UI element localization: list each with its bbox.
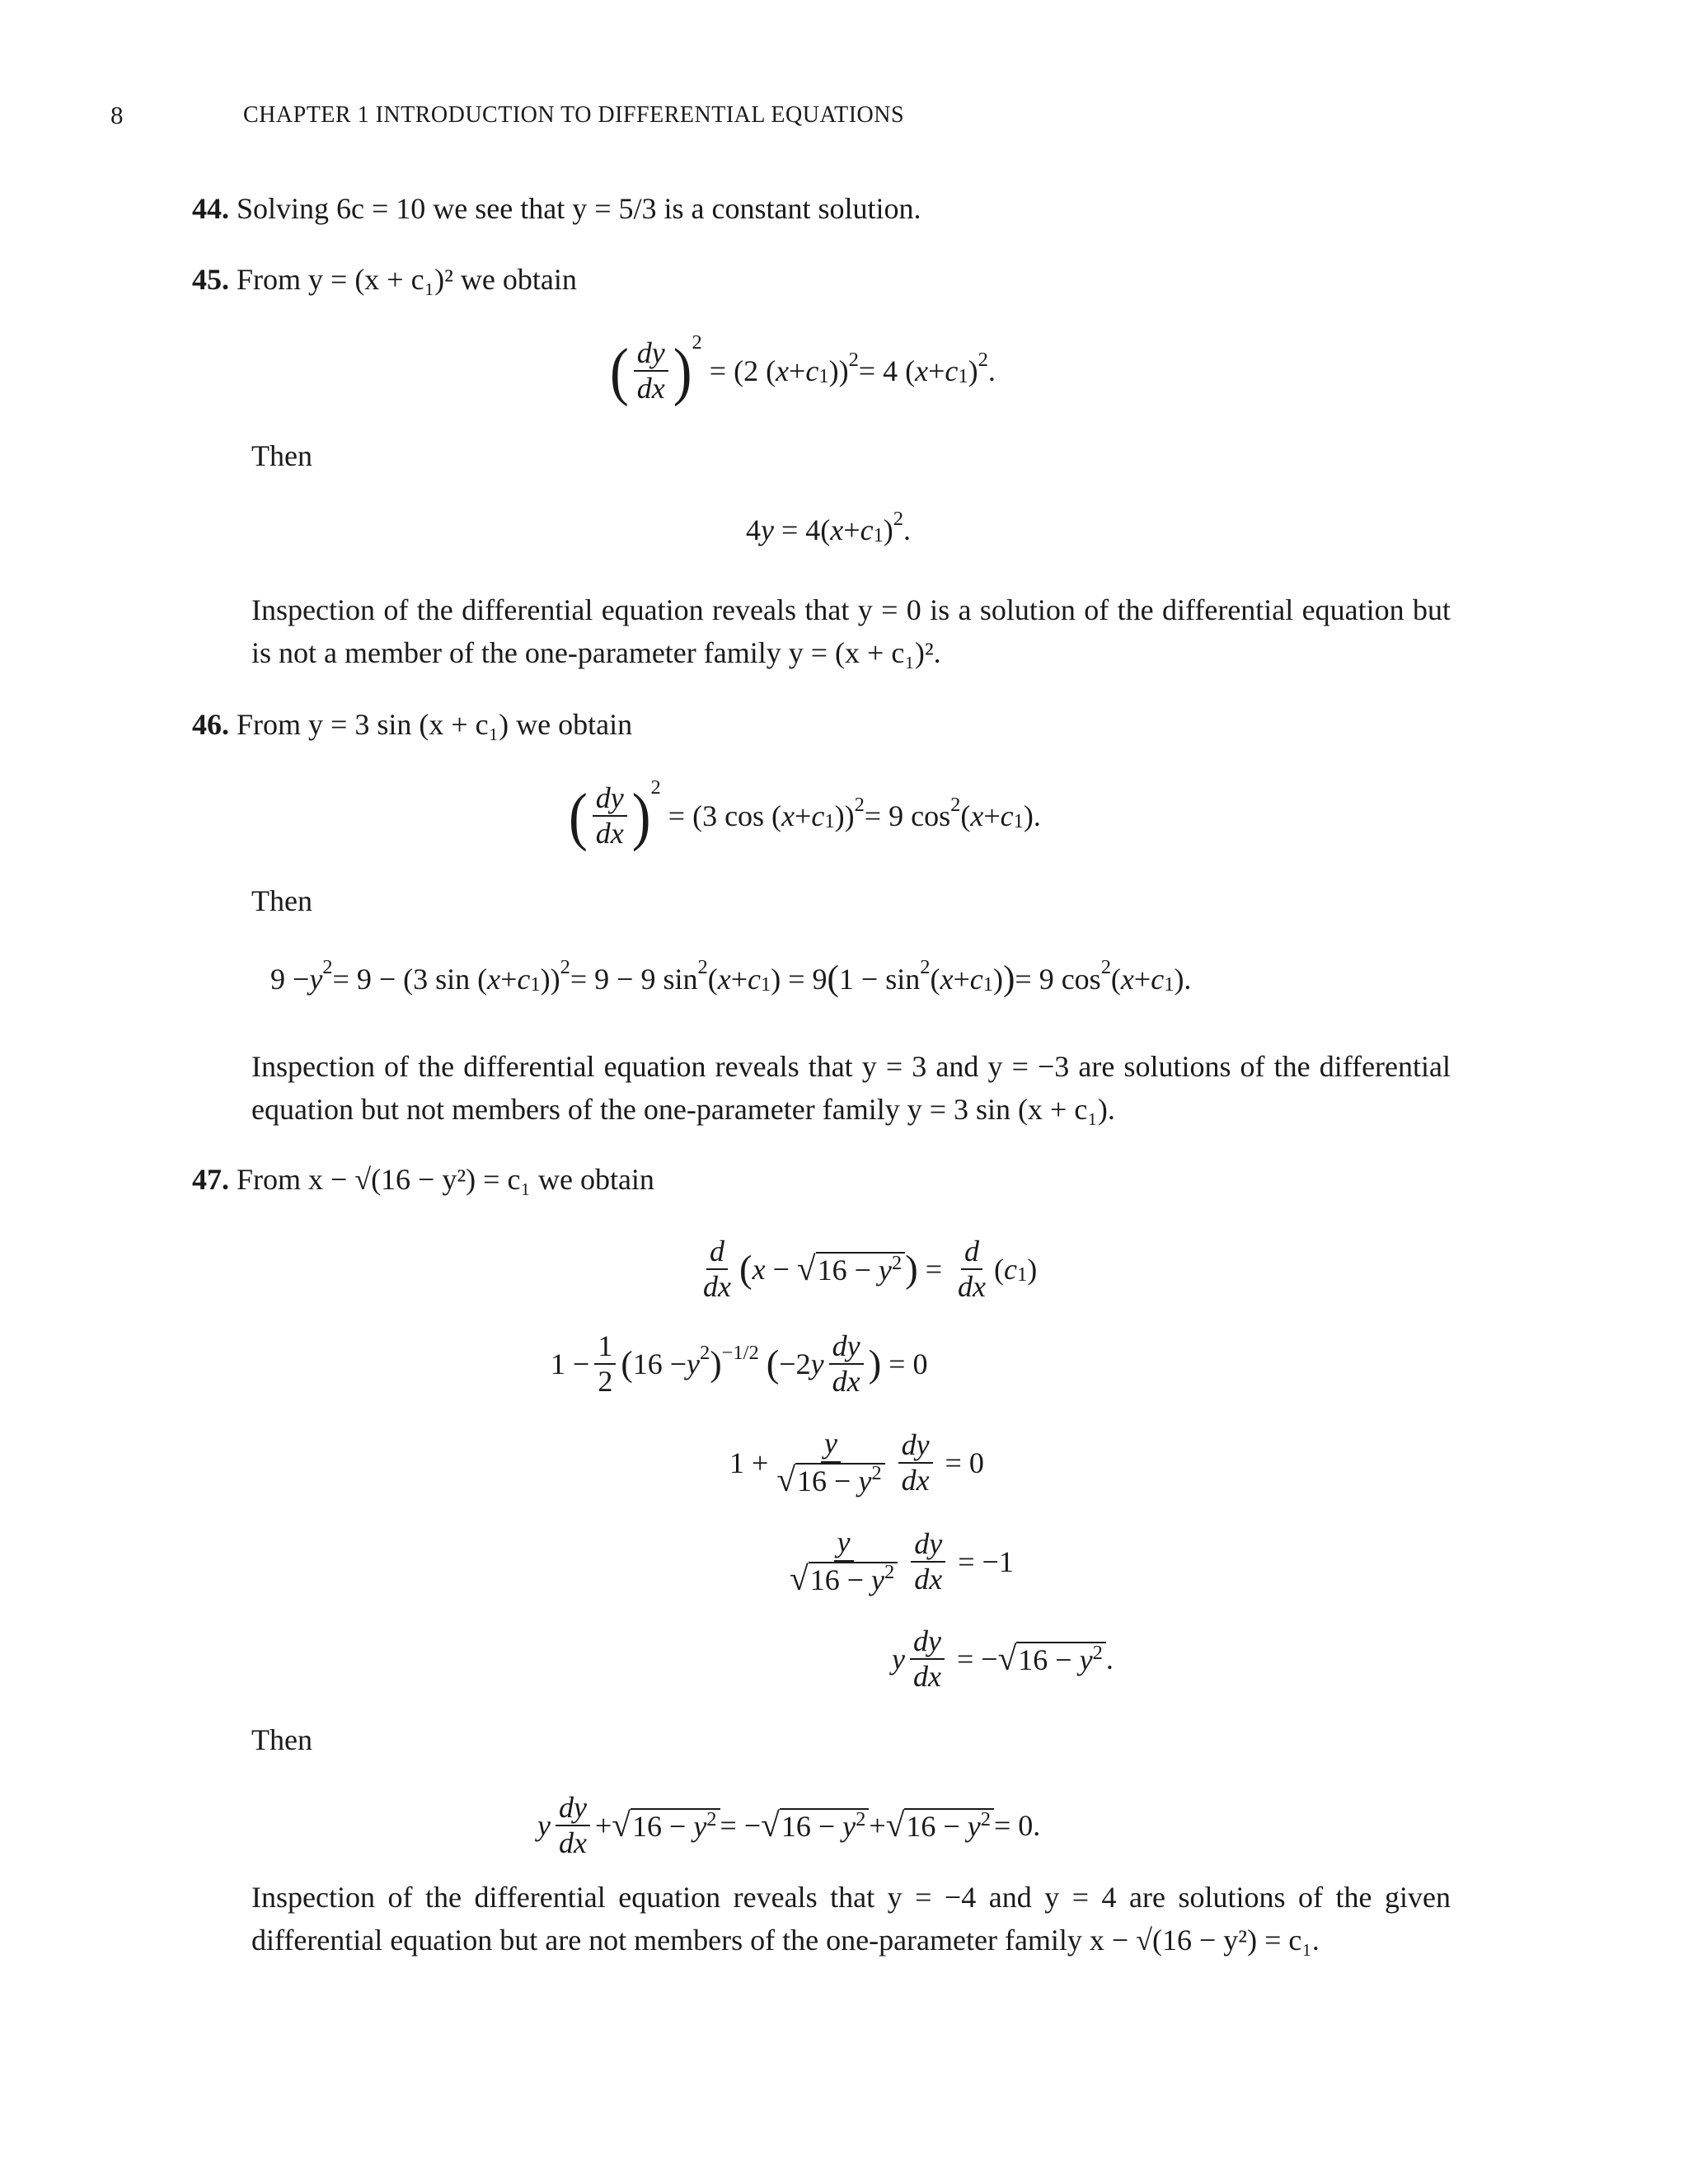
page-number: 8	[110, 101, 124, 129]
equation-45-2: 4 y = 4( x + c $_1$ ) $^2$ .	[746, 507, 912, 547]
problem-46-intro	[192, 707, 632, 742]
problem-number: 46.	[192, 708, 229, 741]
equation-45-1: ( $\frac{dy}{dx}$ ) $^2$ = (2 ( x + c $_1$ )) $^2$ = 4 ( x + c $_1$ ) $^2$ .	[610, 330, 996, 407]
equation-46-2: 9 − y $^2$ = 9 − (3 sin ( x + c $_1$ )) $^2$ = 9 − 9 sin $^2$ ( x + c $_1$ ) = 9 ( 1 − sin $^2$ ( x + c $_1$ ) ) = 9 cos $^2$ ( x + c $_1$ ).	[270, 956, 1192, 998]
equation-47-line-3: 1 + y √ $16 - y^2$ $\frac{dy}{dx}$ = 0	[729, 1427, 984, 1499]
equation-47-line-1: $\frac{d}{dx}$ ( x − √ $16 - y^2$ ) = $\frac{d}{dx}$ ( c $_1$ )	[703, 1234, 1038, 1303]
inspection-46: Inspection of the differential equation reveals that y = 3 and y = −3 are solutions of the differential equation but not members of the one-parameter family y = 3 sin (x + c₁).	[251, 1050, 1451, 1126]
then-label: Then	[251, 884, 312, 917]
equation-47-2: y $\frac{dy}{dx}$ + √ $16 - y^2$ = − √ $16 - y^2$ + √ $16 - y^2$ = 0.	[537, 1790, 1041, 1859]
problem-number: 45.	[192, 263, 229, 296]
problem-text: From y = (x + c₁)² we obtain	[237, 263, 577, 296]
equation-46-1: ( $\frac{dy}{dx}$ ) $^2$ = (3 cos ( x + c $_1$ )) $^2$ = 9 cos $^2$ ( x + c $_1$ ).	[569, 776, 1041, 852]
problem-text: From x − √(16 − y²) = c₁ we obtain	[237, 1163, 654, 1196]
problem-45-intro	[192, 262, 577, 297]
equation-47-line-2: 1 − $\frac{1}{2}$ ( 16 − y $^2$ ) $^{-1/2}$ ( −2 y $\frac{dy}{dx}$ ) = 0	[551, 1329, 928, 1398]
problem-44	[192, 191, 921, 226]
then-label: Then	[251, 439, 312, 472]
problem-47-intro	[192, 1162, 654, 1197]
running-header: CHAPTER 1 INTRODUCTION TO DIFFERENTIAL EQUATIONS	[243, 102, 905, 128]
problem-text: Solving 6c = 10 we see that y = 5/3 is a constant solution.	[237, 192, 921, 225]
problem-text: From y = 3 sin (x + c₁) we obtain	[237, 708, 633, 741]
then-label: Then	[251, 1723, 312, 1756]
equation-47-line-5: y $\frac{dy}{dx}$ = − √ $16 - y^2$ .	[892, 1624, 1114, 1693]
inspection-45: Inspection of the differential equation reveals that y = 0 is a solution of the differential equation but is not a member of the one-parameter family y = (x + c₁)².	[251, 593, 1451, 669]
problem-number: 47.	[192, 1163, 229, 1196]
equation-47-line-4: y √ $16 - y^2$ $\frac{dy}{dx}$ = −1	[790, 1526, 1014, 1598]
inspection-47: Inspection of the differential equation reveals that y = −4 and y = 4 are solutions of the given differential equation but are not members of the one-parameter family x − √(16 − y²) = c₁.	[251, 1881, 1451, 1957]
problem-number: 44.	[192, 192, 229, 225]
